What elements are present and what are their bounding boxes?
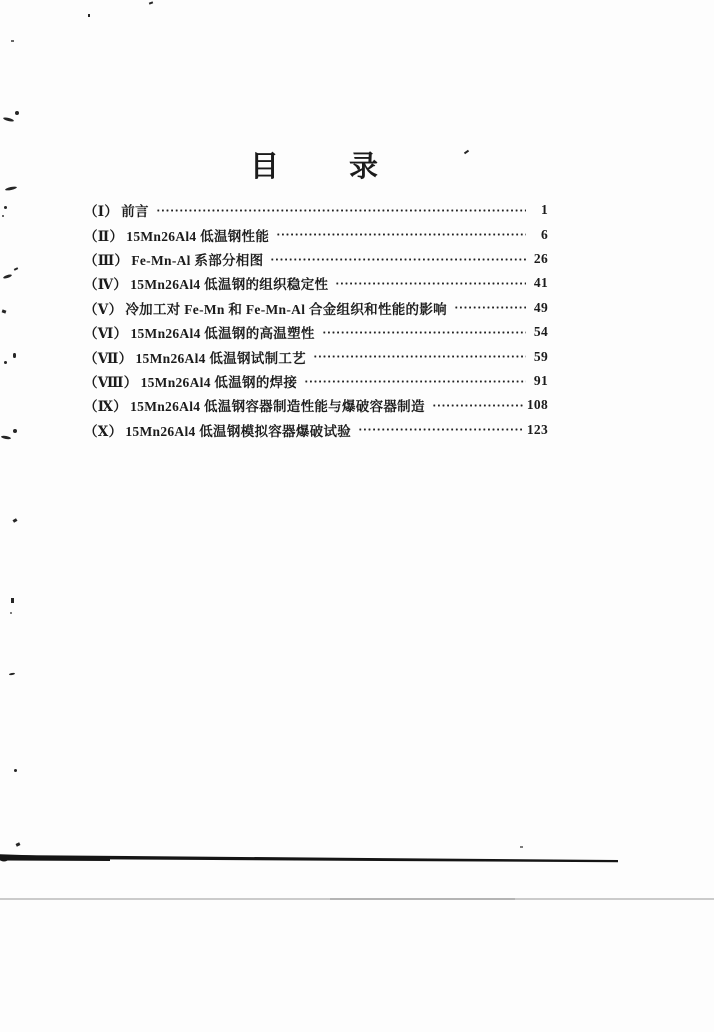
scan-speck [13,353,16,358]
scan-speck [16,842,21,846]
toc-entry-page: 49 [533,299,548,315]
toc-entry [84,296,548,320]
page-edge-line [0,850,714,870]
toc-entry-numeral: （Ⅶ） [84,350,133,366]
toc-entry [84,393,548,417]
toc-entry-title: 15Mn26Al4 低温钢的组织稳定性 [130,277,329,293]
toc-entry-numeral: （Ⅸ） [84,399,128,415]
toc-entry [84,271,548,295]
toc-dot-leader [432,393,523,417]
toc-entry-page: 54 [533,324,548,340]
scan-speck [520,846,523,848]
scan-speck [9,672,15,675]
toc-entry-title: 15Mn26Al4 低温钢模拟容器爆破试验 [125,423,352,439]
toc-entry-title: 冷加工对 Fe-Mn 和 Fe-Mn-Al 合金组织和性能的影响 [125,301,447,317]
toc-entry-numeral: （Ⅲ） [84,252,129,268]
toc-entry [84,344,548,368]
toc-entry-numeral: （Ⅵ） [84,326,128,342]
scan-speck [4,206,7,209]
toc-entry-numeral: （Ⅳ） [84,277,128,293]
toc-entry-title: 15Mn26Al4 低温钢性能 [126,228,270,244]
scan-speck [3,274,12,280]
toc-dot-leader [270,247,526,271]
toc-dot-leader [358,418,523,442]
faint-rule [0,898,714,900]
scan-speck [88,14,90,17]
scan-speck [2,215,4,217]
scan-speck [13,429,17,433]
page-title: 目 录 [249,151,382,183]
toc-dot-leader [313,344,526,368]
toc-dot-leader [454,296,526,320]
toc-entry-title: 15Mn26Al4 低温钢试制工艺 [135,350,306,366]
scan-speck [5,186,17,191]
scan-speck [13,518,18,523]
toc-entry-numeral: （Ⅱ） [84,228,124,244]
toc-dot-leader [156,198,526,222]
toc-entry-title: Fe-Mn-Al 系部分相图 [131,252,264,268]
toc-entry-title: 15Mn26Al4 低温钢容器制造性能与爆破容器制造 [130,399,425,415]
toc-entry [84,418,548,442]
scan-speck [3,117,14,123]
toc-entry-title: 前言 [121,204,149,220]
toc-entry-page: 91 [533,372,548,388]
scan-speck [10,612,12,614]
scan-speck [2,309,7,313]
toc-dot-leader [335,271,526,295]
toc-entry-numeral: （Ⅹ） [84,423,123,439]
toc-entry-page: 1 [540,202,548,218]
toc-dot-leader [276,222,526,246]
toc-dot-leader [304,369,526,393]
toc-entry-page: 59 [533,348,548,364]
scan-speck [4,361,7,364]
scan-speck [14,769,17,772]
toc-entry [84,247,548,271]
toc-entry-title: 15Mn26Al4 低温钢的高温塑性 [130,326,315,342]
toc-entry [84,320,548,344]
toc-entry-page: 123 [526,421,548,437]
toc-entry-numeral: （Ⅴ） [84,301,123,317]
toc-entry-page: 26 [533,250,548,266]
toc-entry [84,369,548,393]
scan-speck [15,111,19,115]
toc-entry-numeral: （Ⅷ） [84,374,138,390]
scan-speck [14,267,18,271]
toc-entry-page: 6 [540,226,548,242]
toc-entry [84,198,548,222]
scan-speck [11,598,14,603]
toc-dot-leader [322,320,526,344]
toc-list [84,198,548,442]
scan-speck [149,1,153,4]
toc-entry-title: 15Mn26Al4 低温钢的焊接 [140,374,298,390]
toc-entry-page: 108 [526,397,548,413]
scan-speck [1,435,11,440]
toc-entry-page: 41 [533,275,548,291]
toc-entry-numeral: （Ⅰ） [84,204,119,220]
toc-entry [84,222,548,246]
scan-speck [11,40,14,42]
